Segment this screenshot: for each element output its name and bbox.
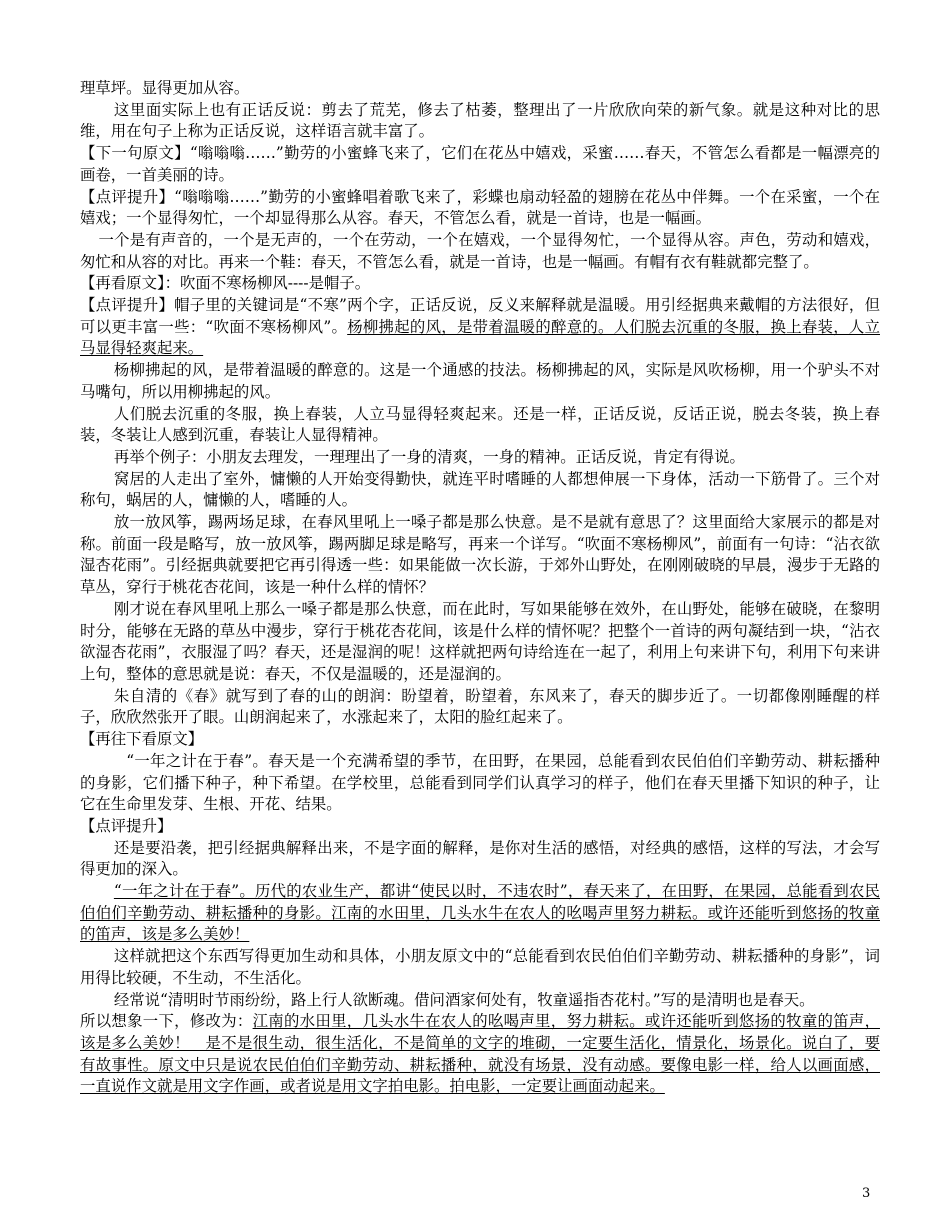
paragraph <box>80 360 880 403</box>
paragraph-text: 经常说“清明时节雨纷纷，路上行人欲断魂。借问酒家何处有，牧童遥指杏花村。”写的是清明也是春天。 <box>113 990 815 1009</box>
document-body <box>80 78 880 1098</box>
paragraph-text: 刚才说在春风里吼上那么一嗓子都是那么快意，而在此时，写如果能够在效外，在山野处，能够在破晓，在黎明时分，能够在无路的草丛中漫步，穿行于桃花杏花间，该是什么样的情怀呢？把整个一首诗的两句凝结到一块，“沾衣欲湿杏花雨”，衣服湿了吗？春天，还是湿润的呢！这样就把两句诗给连在一起了，利用上句来讲下句，利用下句来讲上句，整体的意思就是说：春天，不仅是温暖的，还是湿润的。 <box>80 599 880 683</box>
paragraph-text: 理草坪。显得更加从容。 <box>80 79 250 97</box>
paragraph-text: 人们脱去沉重的冬服，换上春装，人立马显得轻爽起来。还是一样，正话反说，反话正说，脱去冬装，换上春装，冬装让人感到沉重，春装让人显得精神。 <box>80 404 880 445</box>
paragraph <box>80 686 880 729</box>
paragraph-text: 杨柳拂起的风，是带着温暖的醉意的。这是一个通感的技法。杨柳拂起的风，实际是风吹杨柳，用一个驴头不对马嘴句，所以用柳拂起的风。 <box>80 361 880 401</box>
paragraph <box>80 946 880 989</box>
paragraph-text: 再举个例子：小朋友去理发，一理理出了一身的清爽，一身的精神。正话反说，肯定有得说。 <box>113 447 745 466</box>
paragraph <box>80 751 880 816</box>
paragraph-text: 还是要沿袭，把引经据典解释出来，不是字面的解释，是你对生活的感悟，对经典的感悟，这样的写法，才会写得更加的深入。 <box>80 838 880 879</box>
paragraph <box>80 469 880 512</box>
paragraph <box>80 230 880 273</box>
paragraph <box>80 187 880 230</box>
paragraph-text: 这样就把这个东西写得更加生动和具体，小朋友原文中的“总能看到农民伯伯们辛勤劳动、耕耘播种的身影”，词用得比较硬，不生动，不生活化。 <box>80 947 880 987</box>
paragraph-text: 【点评提升】 <box>80 816 173 835</box>
paragraph-text: 一个是有声音的，一个是无声的，一个在劳动，一个在嬉戏，一个显得匆忙，一个显得从容。声色，劳动和嬉戏，匆忙和从容的对比。再来一个鞋：春天，不管怎么看，就是一首诗，也是一幅画。有帽有衣有鞋就都完整了。 <box>80 230 880 271</box>
paragraph <box>80 838 880 881</box>
paragraph <box>80 143 880 186</box>
paragraph <box>80 273 880 295</box>
paragraph <box>80 729 880 751</box>
paragraph <box>80 447 880 469</box>
paragraph <box>80 295 880 360</box>
page-number: 3 <box>862 1186 871 1201</box>
paragraph <box>80 1011 880 1098</box>
paragraph <box>80 100 880 143</box>
underlined-text: 江南的水田里，几头水牛在农人的吆喝声里，努力耕耘。或许还能听到悠扬的牧童的笛声，该是多么美妙！ 是不是很生动，很生活化，不是简单的文字的堆砌，一定要生活化，情景化，场景化。说白了，要有故事性。原文中只是说农民伯伯们辛勤劳动、耕耘播种，就没有场景，没有动感。要像电影一样，给人以画面感，一直说作文就是用文字作画，或者说是用文字拍电影。拍电影，一定要让画面动起来。 <box>80 1012 880 1096</box>
paragraph-text: 朱自清的《春》就写到了春的山的朗润：盼望着，盼望着，东风来了，春天的脚步近了。一切都像刚睡醒的样子，欣欣然张开了眼。山朗润起来了，水涨起来了，太阳的脸红起来了。 <box>80 686 880 727</box>
paragraph-text: 窝居的人走出了室外，慵懒的人开始变得勤快，就连平时嗜睡的人都想伸展一下身体，活动一下筋骨了。三个对称句，蜗居的人，慵懒的人，嗜睡的人。 <box>80 469 880 510</box>
paragraph-text: 【点评提升】“嗡嗡嗡……”勤劳的小蜜蜂唱着歌飞来了，彩蝶也扇动轻盈的翅膀在花丛中伴舞。一个在采蜜，一个在嬉戏；一个显得匆忙，一个却显得那么从容。春天，不管怎么看，就是一首诗，也是一幅画。 <box>80 187 880 228</box>
paragraph <box>80 990 880 1012</box>
paragraph-text: “一年之计在于春”。春天是一个充满希望的季节，在田野，在果园，总能看到农民伯伯们辛勤劳动、耕耘播种的身影，它们播下种子，种下希望。在学校里，总能看到同学们认真学习的样子，他们在春天里播下知识的种子，让它在生命里发芽、生根、开花、结果。 <box>80 751 880 814</box>
paragraph-text: 【下一句原文】“嗡嗡嗡……”勤劳的小蜜蜂飞来了，它们在花丛中嬉戏，采蜜……春天，不管怎么看都是一幅漂亮的画卷，一首美丽的诗。 <box>80 144 880 184</box>
paragraph <box>80 512 880 599</box>
paragraph-text: 所以想象一下，修改为： <box>80 1012 253 1031</box>
underlined-text: “一年之计在于春”。历代的农业生产，都讲“使民以时，不违农时”，春天来了，在田野，在果园，总能看到农民伯伯们辛勤劳动、耕耘播种的身影。江南的水田里，几头水牛在农人的吆喝声里努力耕耘。或许还能听到悠扬的牧童的笛声，该是多么美妙！ <box>80 882 880 944</box>
paragraph-text: 【再往下看原文】 <box>80 730 204 749</box>
paragraph <box>80 78 880 100</box>
underlined-text: 杨柳拂起的风，是带着温暖的醉意的。人们脱去沉重的冬服，换上春装，人立马显得轻爽起来。 <box>80 317 880 358</box>
paragraph-text: 【点评提升】帽子里的关键词是“不寒”两个字，正话反说，反义来解释就是温暖。用引经据典来戴帽的方法很好，但可以更丰富一些：“吹面不寒杨柳风”。 <box>80 296 880 336</box>
paragraph-text: 这里面实际上也有正话反说：剪去了荒芜，修去了枯萎，整理出了一片欣欣向荣的新气象。就是这种对比的思维，用在句子上称为正话反说，这样语言就丰富了。 <box>80 100 880 141</box>
paragraph <box>80 404 880 447</box>
paragraph <box>80 881 880 946</box>
paragraph <box>80 599 880 686</box>
paragraph-text: 放一放风筝，踢两场足球，在春风里吼上一嗓子都是那么快意。是不是就有意思了？这里面给大家展示的都是对称。前面一段是略写，放一放风筝，踢两脚足球是略写，再来一个详写。“吹面不寒杨柳风”，前面有一句诗：“沾衣欲湿杏花雨”。引经据典就要把它再引得透一些：如果能做一次长游，于郊外山野处，在刚刚破晓的早晨，漫步于无路的草丛，穿行于桃花杏花间，该是一种什么样的情怀？ <box>80 513 880 597</box>
paragraph <box>80 816 880 838</box>
paragraph-text: 【再看原文】：吹面不寒杨柳风----是帽子。 <box>80 274 371 293</box>
